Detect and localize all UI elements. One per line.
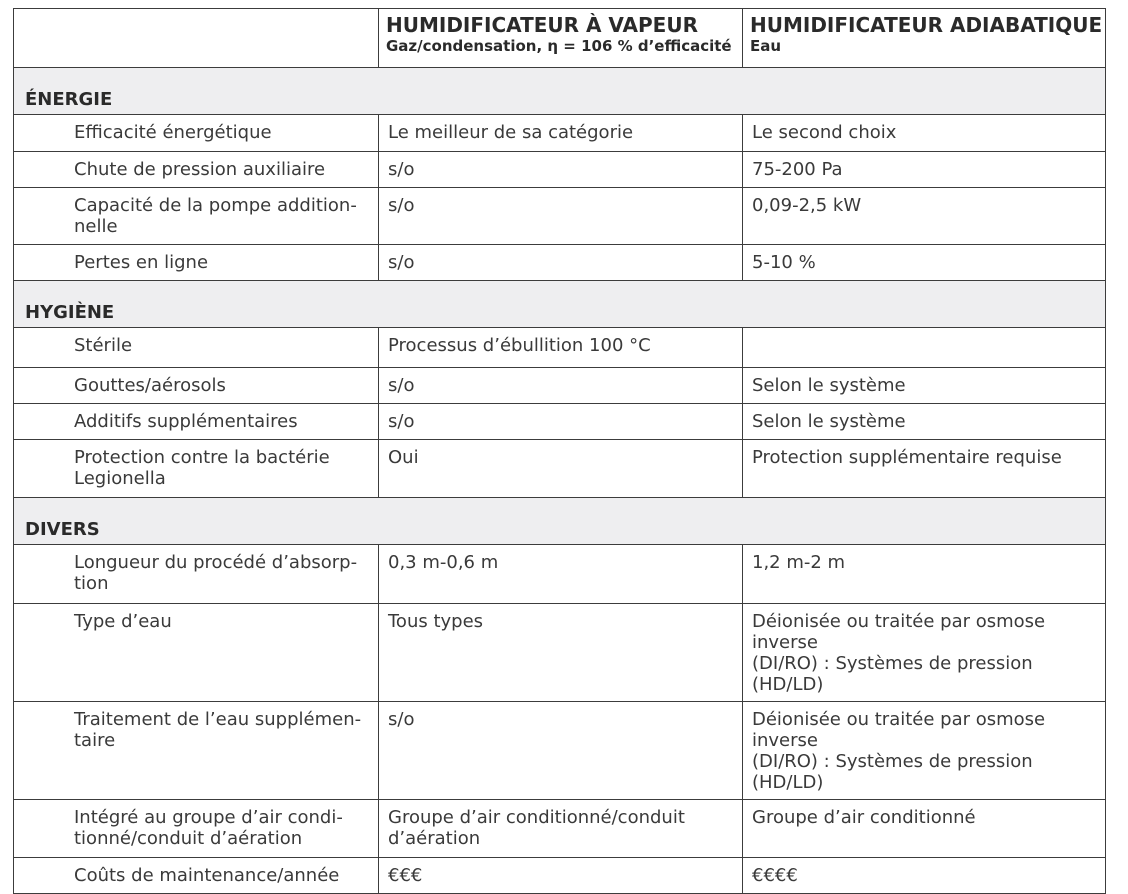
row-label-cell	[14, 604, 379, 702]
section-row	[14, 498, 1106, 545]
adiabatic-value: Déionisée ou traitée par osmose inverse (DI/RO) : Systèmes de pression (HD/LD)	[752, 611, 1046, 695]
adiabatic-value-cell	[743, 604, 1106, 702]
steam-value-cell	[379, 702, 743, 800]
adiabatic-value-cell	[743, 188, 1106, 245]
row-label: Pertes en ligne	[74, 252, 209, 273]
adiabatic-value-cell	[743, 800, 1106, 858]
table-row	[14, 440, 1106, 498]
adiabatic-value: 5-10 %	[752, 252, 816, 273]
steam-value: Processus d’ébullition 100 °C	[388, 335, 651, 356]
table-row	[14, 115, 1106, 152]
steam-value-cell	[379, 404, 743, 440]
adiabatic-value: Protection supplémentaire requise	[752, 447, 1062, 468]
row-label: Efficacité énergétique	[74, 122, 272, 143]
section-title: HYGIÈNE	[25, 302, 115, 323]
header-row	[14, 9, 1106, 68]
adiabatic-value-cell	[743, 858, 1106, 894]
row-label-cell	[14, 115, 379, 152]
steam-value-cell	[379, 188, 743, 245]
header-empty-cell	[14, 9, 379, 68]
row-label: Capacité de la pompe addition- nelle	[74, 195, 357, 237]
steam-value-cell	[379, 152, 743, 188]
table-row	[14, 545, 1106, 604]
adiabatic-value-cell	[743, 440, 1106, 498]
row-label: Stérile	[74, 335, 133, 356]
adiabatic-value: 75-200 Pa	[752, 159, 843, 180]
section-row	[14, 281, 1106, 328]
row-label-cell	[14, 858, 379, 894]
steam-value-cell	[379, 800, 743, 858]
section-header-cell	[14, 498, 1106, 545]
row-label: Coûts de maintenance/année	[74, 865, 340, 886]
table-row	[14, 245, 1106, 281]
header-steam-cell	[379, 9, 743, 68]
row-label: Intégré au groupe d’air condi- tionné/conduit d’aération	[74, 807, 343, 849]
comparison-table-wrapper	[13, 8, 1106, 894]
section-header-cell	[14, 281, 1106, 328]
steam-value: s/o	[388, 411, 415, 432]
row-label-cell	[14, 368, 379, 404]
adiabatic-value: €€€€	[752, 865, 798, 886]
row-label-cell	[14, 702, 379, 800]
table-row	[14, 328, 1106, 368]
header-steam-subtitle: Gaz/condensation, η = 106 % d’efficacité	[386, 37, 732, 55]
steam-value: Groupe d’air conditionné/conduit d’aération	[388, 807, 685, 849]
row-label-cell	[14, 440, 379, 498]
steam-value-cell	[379, 440, 743, 498]
steam-value: s/o	[388, 252, 415, 273]
adiabatic-value-cell	[743, 404, 1106, 440]
table-row	[14, 702, 1106, 800]
row-label: Chute de pression auxiliaire	[74, 159, 326, 180]
steam-value-cell	[379, 328, 743, 368]
row-label-cell	[14, 328, 379, 368]
steam-value: €€€	[388, 865, 423, 886]
comparison-table	[13, 8, 1106, 894]
steam-value: Tous types	[388, 611, 484, 632]
steam-value: Le meilleur de sa catégorie	[388, 122, 634, 143]
table-row	[14, 188, 1106, 245]
steam-value-cell	[379, 245, 743, 281]
adiabatic-value: Selon le système	[752, 375, 906, 396]
steam-value-cell	[379, 604, 743, 702]
steam-value: 0,3 m-0,6 m	[388, 552, 499, 573]
table-row	[14, 800, 1106, 858]
row-label: Gouttes/aérosols	[74, 375, 226, 396]
row-label: Type d’eau	[74, 611, 172, 632]
adiabatic-value-cell	[743, 245, 1106, 281]
row-label-cell	[14, 800, 379, 858]
steam-value-cell	[379, 368, 743, 404]
row-label: Traitement de l’eau supplémen- taire	[74, 709, 362, 751]
adiabatic-value-cell	[743, 702, 1106, 800]
section-header-cell	[14, 68, 1106, 115]
section-title: ÉNERGIE	[25, 89, 113, 110]
adiabatic-value-cell	[743, 545, 1106, 604]
row-label-cell	[14, 245, 379, 281]
table-row	[14, 404, 1106, 440]
table-row	[14, 152, 1106, 188]
steam-value: s/o	[388, 159, 415, 180]
adiabatic-value-cell	[743, 152, 1106, 188]
header-adiabatic-title: HUMIDIFICATEUR ADIABATIQUE	[750, 13, 1103, 37]
steam-value: s/o	[388, 375, 415, 396]
row-label-cell	[14, 404, 379, 440]
row-label: Additifs supplémentaires	[74, 411, 298, 432]
steam-value-cell	[379, 858, 743, 894]
adiabatic-value: 0,09-2,5 kW	[752, 195, 862, 216]
row-label-cell	[14, 152, 379, 188]
adiabatic-value: Selon le système	[752, 411, 906, 432]
header-steam-title: HUMIDIFICATEUR À VAPEUR	[386, 13, 698, 37]
adiabatic-value: Déionisée ou traitée par osmose inverse (DI/RO) : Systèmes de pression (HD/LD)	[752, 709, 1046, 793]
section-row	[14, 68, 1106, 115]
section-title: DIVERS	[25, 519, 100, 540]
header-adiabatic-subtitle: Eau	[750, 37, 782, 55]
adiabatic-value: 1,2 m-2 m	[752, 552, 846, 573]
steam-value-cell	[379, 545, 743, 604]
adiabatic-value	[743, 328, 1105, 341]
steam-value: s/o	[388, 195, 415, 216]
steam-value: s/o	[388, 709, 415, 730]
adiabatic-value-cell	[743, 328, 1106, 368]
adiabatic-value-cell	[743, 368, 1106, 404]
table-row	[14, 368, 1106, 404]
steam-value: Oui	[388, 447, 419, 468]
steam-value-cell	[379, 115, 743, 152]
table-row	[14, 604, 1106, 702]
adiabatic-value: Groupe d’air conditionné	[752, 807, 976, 828]
adiabatic-value-cell	[743, 115, 1106, 152]
row-label-cell	[14, 188, 379, 245]
row-label: Protection contre la bactérie Legionella	[74, 447, 330, 489]
header-adiabatic-cell	[743, 9, 1106, 68]
adiabatic-value: Le second choix	[752, 122, 897, 143]
row-label: Longueur du procédé d’absorp- tion	[74, 552, 358, 594]
table-row	[14, 858, 1106, 894]
row-label-cell	[14, 545, 379, 604]
